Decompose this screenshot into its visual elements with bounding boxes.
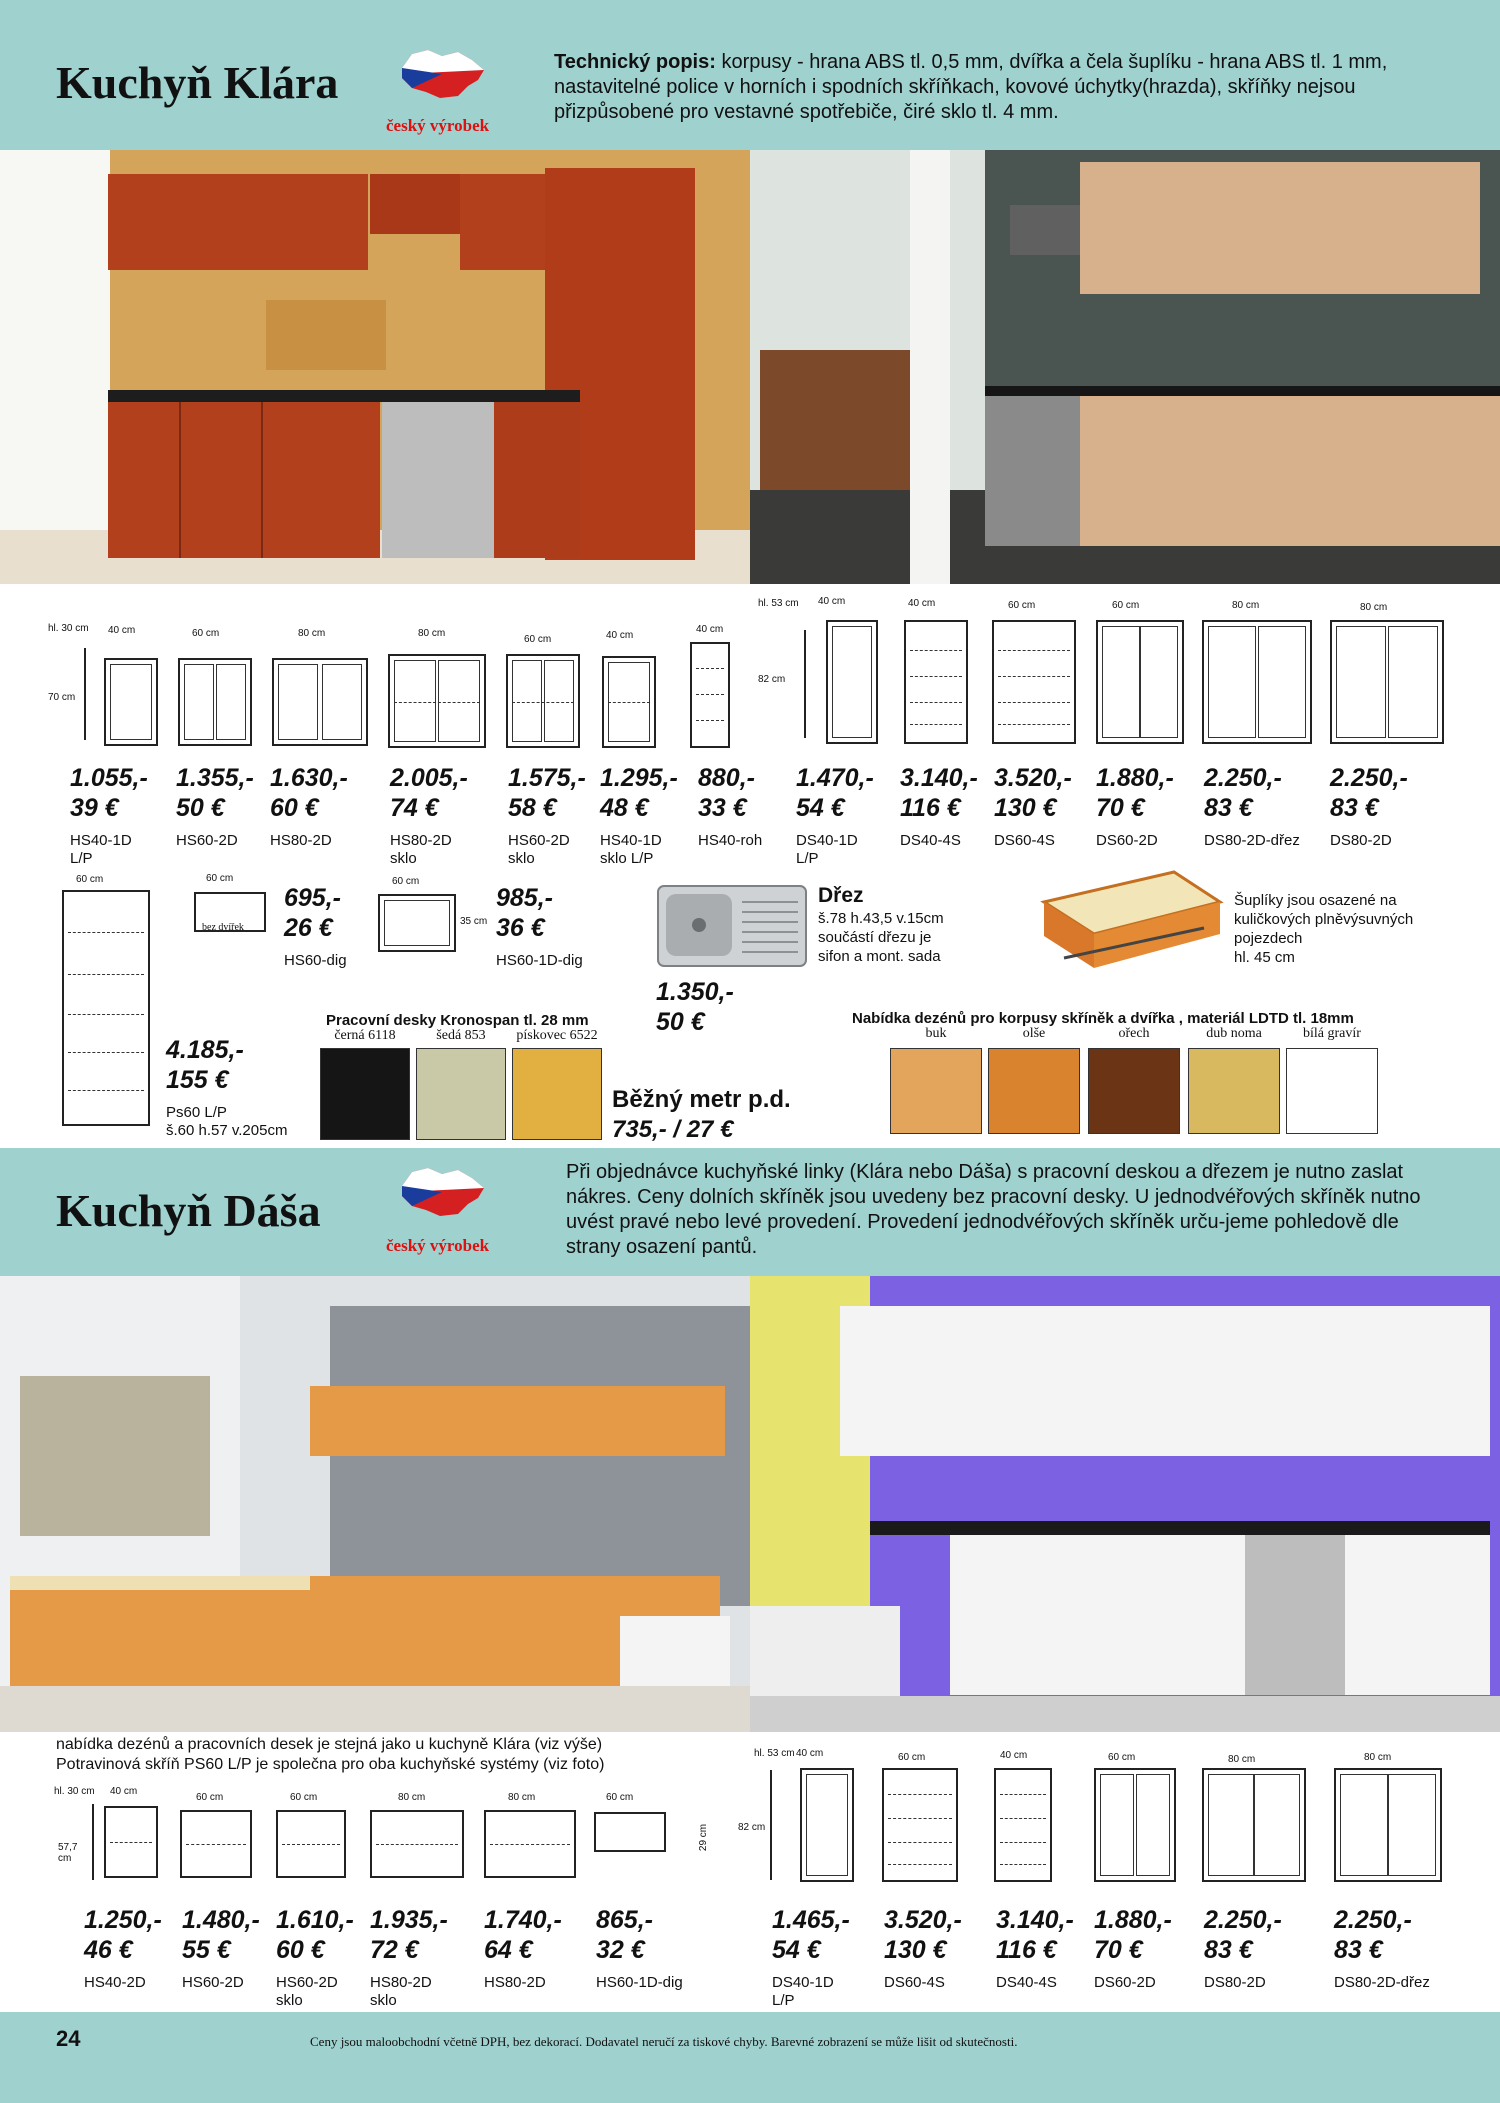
sink-dimensions: š.78 h.43,5 v.15cm	[818, 910, 944, 927]
price-eur: 83 €	[1204, 1936, 1253, 1964]
dasa-origin-label: český výrobek	[386, 1236, 490, 1255]
drawer-note-3: pojezdech	[1234, 930, 1303, 947]
color-swatch	[1088, 1048, 1180, 1134]
width-label: 60 cm	[192, 628, 220, 639]
price-eur: 70 €	[1096, 794, 1145, 822]
price-czk: 1.630,-	[270, 764, 348, 792]
hs60-dig-note: bez dvířek	[202, 922, 244, 933]
price-eur: 72 €	[370, 1936, 419, 1964]
price-czk: 2.250,-	[1330, 764, 1408, 792]
price-eur: 50 €	[176, 794, 225, 822]
width-label: 60 cm	[606, 1792, 634, 1803]
product-code-variant: sklo	[276, 1992, 303, 2009]
page-number: 24	[56, 2026, 81, 2051]
price-czk: 880,-	[698, 764, 755, 792]
cabinet-drawing-ds40-4s	[904, 620, 968, 744]
price-czk: 3.520,-	[994, 764, 1072, 792]
product-code: HS60-2D	[276, 1974, 338, 1991]
price-czk: 1.470,-	[796, 764, 874, 792]
sink-note-1: součástí dřezu je	[818, 929, 932, 946]
width-label: 60 cm	[898, 1752, 926, 1763]
height-arrow-icon	[770, 1770, 772, 1880]
price-czk: 1.880,-	[1094, 1906, 1172, 1934]
width-label: 60 cm	[206, 873, 234, 884]
klara-tech-description	[554, 50, 1438, 125]
product-code: DS40-1D	[796, 832, 858, 849]
width-label: 40 cm	[696, 624, 724, 635]
hs60-1d-dig-price-eur: 36 €	[496, 914, 545, 942]
width-label: 80 cm	[418, 628, 446, 639]
product-code: HS60-2D	[182, 1974, 244, 1991]
cabinet-drawing-hs60-2d	[178, 658, 252, 746]
height-arrow-icon	[92, 1804, 94, 1880]
width-label: 60 cm	[290, 1792, 318, 1803]
price-czk: 3.140,-	[996, 1906, 1074, 1934]
width-label: 80 cm	[298, 628, 326, 639]
price-czk: 3.140,-	[900, 764, 978, 792]
sink-image	[656, 884, 808, 968]
ps60-size: š.60 h.57 v.205cm	[166, 1122, 288, 1139]
swatch-label: buk	[925, 1026, 947, 1041]
swatch-label: bílá gravír	[1303, 1026, 1361, 1041]
footer-band	[0, 2012, 1500, 2103]
price-czk: 1.055,-	[70, 764, 148, 792]
price-eur: 116 €	[996, 1936, 1057, 1964]
price-czk: 2.005,-	[390, 764, 468, 792]
width-label: 40 cm	[818, 596, 846, 607]
hs60-1d-dig-price: 985,-	[496, 884, 553, 912]
product-code: DS80-2D	[1330, 832, 1392, 849]
ps60-price: 4.185,-	[166, 1036, 244, 1064]
dasa-upper-depth-label: hl. 30 cm	[54, 1786, 95, 1797]
price-eur: 60 €	[270, 794, 319, 822]
dasa-photo-white-kitchen	[750, 1276, 1500, 1732]
height-arrow-icon	[804, 630, 806, 738]
product-code-variant: L/P	[70, 850, 93, 867]
czech-map-flag-icon	[398, 1164, 486, 1220]
meter-label: Běžný metr p.d.	[612, 1086, 791, 1113]
price-czk: 2.250,-	[1334, 1906, 1412, 1934]
dasa-photo-beech-kitchen	[0, 1276, 750, 1732]
color-swatch	[512, 1048, 602, 1140]
price-eur: 60 €	[276, 1936, 325, 1964]
dasa-upper-height-label: 57,7 cm	[58, 1842, 78, 1864]
price-czk: 2.250,-	[1204, 764, 1282, 792]
width-label: 80 cm	[398, 1792, 426, 1803]
width-label: 60 cm	[392, 876, 420, 887]
product-code: DS60-2D	[1094, 1974, 1156, 1991]
width-label: 40 cm	[796, 1748, 824, 1759]
dasa-title: Kuchyň Dáša	[56, 1185, 321, 1236]
ps60-code: Ps60 L/P	[166, 1104, 227, 1121]
price-czk: 1.935,-	[370, 1906, 448, 1934]
width-label: 60 cm	[1008, 600, 1036, 611]
cabinet-drawing-hs40-1d	[104, 658, 158, 746]
price-czk: 1.355,-	[176, 764, 254, 792]
sink-note-2: sifon a mont. sada	[818, 948, 941, 965]
width-label: 80 cm	[1228, 1754, 1256, 1765]
price-czk: 1.465,-	[772, 1906, 850, 1934]
price-eur: 130 €	[994, 794, 1057, 822]
product-code: DS80-2D	[1204, 1974, 1266, 1991]
product-code: HS80-2D	[270, 832, 332, 849]
price-eur: 83 €	[1204, 794, 1253, 822]
cabinet-drawing-ds80-2d	[1202, 1768, 1306, 1882]
cabinet-drawing-ds40-1d	[800, 1768, 854, 1882]
product-code: HS40-roh	[698, 832, 763, 849]
drawer-depth: hl. 45 cm	[1234, 949, 1295, 966]
price-czk: 3.520,-	[884, 1906, 962, 1934]
product-code-variant: sklo L/P	[600, 850, 654, 867]
drawer-note-2: kuličkových plněvýsuvných	[1234, 911, 1414, 928]
product-code: DS60-4S	[994, 832, 1055, 849]
price-eur: 54 €	[772, 1936, 821, 1964]
klara-title: Kuchyň Klára	[56, 57, 339, 108]
price-eur: 32 €	[596, 1936, 645, 1964]
cabinet-drawing-hs60-1d-dig	[594, 1812, 666, 1852]
product-code: DS40-4S	[900, 832, 961, 849]
klara-upper-depth-label: hl. 30 cm	[48, 623, 89, 634]
product-code: DS40-4S	[996, 1974, 1057, 1991]
price-czk: 1.610,-	[276, 1906, 354, 1934]
cabinet-drawing-ds60-2d	[1096, 620, 1184, 744]
product-code: HS60-1D-dig	[596, 1974, 683, 1991]
color-swatch	[1188, 1048, 1280, 1134]
dasa-lower-depth-label: hl. 53 cm	[754, 1748, 795, 1759]
hs60-dig-price-eur: 26 €	[284, 914, 333, 942]
dasa-lower-height-label: 82 cm	[738, 1822, 766, 1833]
price-eur: 116 €	[900, 794, 961, 822]
width-label: 60 cm	[196, 1792, 224, 1803]
dasa-order-text: Při objednávce kuchyňské linky (Klára nebo Dáša) s pracovní deskou a dřezem je nutno zaslat nákres. Ceny dolních skříněk jsou uvedeny bez pracovní desky. U jednodvéřových skříněk nutno uvést pravé nebo levé provedení. Provedení jednodvéřových skříněk urču-jeme pohledově dle strany osazení pantů.	[566, 1161, 1421, 1258]
swatch-label: černá 6118	[334, 1028, 396, 1043]
cabinet-drawing-ds80-2d-drez	[1202, 620, 1312, 744]
color-swatch	[890, 1048, 982, 1134]
product-code: HS40-1D	[600, 832, 662, 849]
product-code-variant: L/P	[796, 850, 819, 867]
width-label: 40 cm	[1000, 1750, 1028, 1761]
swatch-label: dub noma	[1206, 1026, 1262, 1041]
price-eur: 64 €	[484, 1936, 533, 1964]
cabinet-drawing-ps60	[62, 890, 150, 1126]
product-code-variant: sklo	[508, 850, 535, 867]
width-label: 60 cm	[1112, 600, 1140, 611]
product-code: DS40-1D	[772, 1974, 834, 1991]
height-label: 29 cm	[698, 1823, 710, 1852]
price-czk: 1.740,-	[484, 1906, 562, 1934]
product-code: HS60-2D	[176, 832, 238, 849]
dasa-note-1: nabídka dezénů a pracovních desek je stejná jako u kuchyně Klára (viz výše)	[56, 1736, 603, 1753]
cabinet-drawing-hs80-2d-sklo	[370, 1810, 464, 1878]
klara-origin-label: český výrobek	[386, 116, 490, 135]
price-eur: 58 €	[508, 794, 557, 822]
cabinet-drawing-hs80-2d	[272, 658, 368, 746]
width-label: 80 cm	[508, 1792, 536, 1803]
width-label: 40 cm	[110, 1786, 138, 1797]
swatch-label: šedá 853	[436, 1028, 486, 1043]
hs60-dig-code: HS60-dig	[284, 952, 347, 969]
klara-photo-oak-kitchen	[750, 150, 1500, 584]
cabinet-drawing-hs60-2d-sklo	[506, 654, 580, 748]
price-czk: 1.480,-	[182, 1906, 260, 1934]
price-eur: 33 €	[698, 794, 747, 822]
cabinet-drawing-ds60-4s	[882, 1768, 958, 1882]
width-label: 80 cm	[1364, 1752, 1392, 1763]
cabinet-drawing-hs60-1d-dig	[378, 894, 456, 952]
cabinet-drawing-hs40-2d	[104, 1806, 158, 1878]
footer-disclaimer: Ceny jsou maloobchodní včetně DPH, bez dekorací. Dodavatel neručí za tiskové chyby. Barevné zobrazení se může lišit od skutečnosti.	[310, 2034, 1018, 2049]
product-code: HS60-2D	[508, 832, 570, 849]
klara-photo-cherry-kitchen	[0, 150, 750, 584]
price-eur: 70 €	[1094, 1936, 1143, 1964]
swatch-label: ořech	[1118, 1026, 1150, 1041]
price-czk: 1.295,-	[600, 764, 678, 792]
cabinet-drawing-ds40-1d	[826, 620, 878, 744]
price-eur: 74 €	[390, 794, 439, 822]
cabinet-drawing-hs80-2d-sklo	[388, 654, 486, 748]
price-eur: 39 €	[70, 794, 119, 822]
price-czk: 1.880,-	[1096, 764, 1174, 792]
product-code: HS80-2D	[390, 832, 452, 849]
worktops-heading: Pracovní desky Kronospan tl. 28 mm	[326, 1012, 589, 1029]
product-code-variant: sklo	[370, 1992, 397, 2009]
width-label: 80 cm	[1360, 602, 1388, 613]
price-eur: 48 €	[600, 794, 649, 822]
cabinet-drawing-hs80-2d	[484, 1810, 576, 1878]
cabinet-drawing-hs40-roh	[690, 642, 730, 748]
price-eur: 83 €	[1334, 1936, 1383, 1964]
dasa-note-2: Potravinová skříň PS60 L/P je společna pro oba kuchyňské systémy (viz foto)	[56, 1756, 605, 1773]
price-eur: 130 €	[884, 1936, 947, 1964]
product-code: DS60-4S	[884, 1974, 945, 1991]
cabinet-drawing-hs60-2d	[180, 1810, 252, 1878]
price-eur: 54 €	[796, 794, 845, 822]
cabinet-drawing-ds60-2d	[1094, 1768, 1176, 1882]
price-czk: 865,-	[596, 1906, 653, 1934]
cabinet-drawing-ds80-2d	[1330, 620, 1444, 744]
product-code: HS80-2D	[370, 1974, 432, 1991]
meter-price: 735,- / 27 €	[612, 1116, 734, 1143]
price-czk: 1.250,-	[84, 1906, 162, 1934]
hs60-dig-price: 695,-	[284, 884, 341, 912]
width-label: 60 cm	[76, 874, 104, 885]
product-code-variant: sklo	[390, 850, 417, 867]
klara-upper-height-label: 70 cm	[48, 692, 76, 703]
height-label: 35 cm	[460, 916, 488, 927]
price-czk: 1.575,-	[508, 764, 586, 792]
klara-lower-depth-label: hl. 53 cm	[758, 598, 799, 609]
product-code: DS60-2D	[1096, 832, 1158, 849]
product-code: HS40-2D	[84, 1974, 146, 1991]
decors-heading: Nabídka dezénů pro korpusy skříněk a dvířka , materiál LDTD tl. 18mm	[852, 1010, 1354, 1027]
height-arrow-icon	[84, 648, 86, 740]
price-eur: 55 €	[182, 1936, 231, 1964]
swatch-label: pískovec 6522	[516, 1028, 598, 1043]
cabinet-drawing-hs60-2d-sklo	[276, 1810, 346, 1878]
width-label: 60 cm	[1108, 1752, 1136, 1763]
price-czk: 2.250,-	[1204, 1906, 1282, 1934]
width-label: 40 cm	[606, 630, 634, 641]
klara-lower-height-label: 82 cm	[758, 674, 786, 685]
product-code: DS80-2D-dřez	[1204, 832, 1300, 849]
color-swatch	[320, 1048, 410, 1140]
cabinet-drawing-ds80-2d-drez	[1334, 1768, 1442, 1882]
color-swatch	[1286, 1048, 1378, 1134]
cabinet-drawing-hs40-1d-sklo	[602, 656, 656, 748]
drawer-image	[1024, 862, 1224, 980]
drawer-note-1: Šuplíky jsou osazené na	[1234, 892, 1397, 909]
product-code-variant: L/P	[772, 1992, 795, 2009]
color-swatch	[416, 1048, 506, 1140]
hs60-1d-dig-code: HS60-1D-dig	[496, 952, 583, 969]
ps60-price-eur: 155 €	[166, 1066, 229, 1094]
cabinet-drawing-ds40-4s	[994, 1768, 1052, 1882]
width-label: 60 cm	[524, 634, 552, 645]
color-swatch	[988, 1048, 1080, 1134]
width-label: 40 cm	[108, 625, 136, 636]
price-eur: 83 €	[1330, 794, 1379, 822]
swatch-label: olše	[1022, 1026, 1046, 1041]
width-label: 80 cm	[1232, 600, 1260, 611]
tech-heading: Technický popis:	[554, 51, 716, 73]
sink-price: 1.350,-	[656, 978, 734, 1006]
sink-price-eur: 50 €	[656, 1008, 705, 1036]
sink-title: Dřez	[818, 884, 864, 907]
product-code: DS80-2D-dřez	[1334, 1974, 1430, 1991]
czech-map-flag-icon	[398, 46, 486, 102]
product-code: HS80-2D	[484, 1974, 546, 1991]
width-label: 40 cm	[908, 598, 936, 609]
product-code: HS40-1D	[70, 832, 132, 849]
cabinet-drawing-ds60-4s	[992, 620, 1076, 744]
price-eur: 46 €	[84, 1936, 133, 1964]
tech-text: korpusy - hrana ABS tl. 0,5 mm, dvířka a čela šuplíku - hrana ABS tl. 1 mm, nastavitelné police v horních i spodních skříňkach, kovové úchytky(hrazda), skříňky nejsou přizpůsobené pro vestavné spotřebiče, čiré sklo tl. 4 mm.	[554, 51, 1388, 123]
